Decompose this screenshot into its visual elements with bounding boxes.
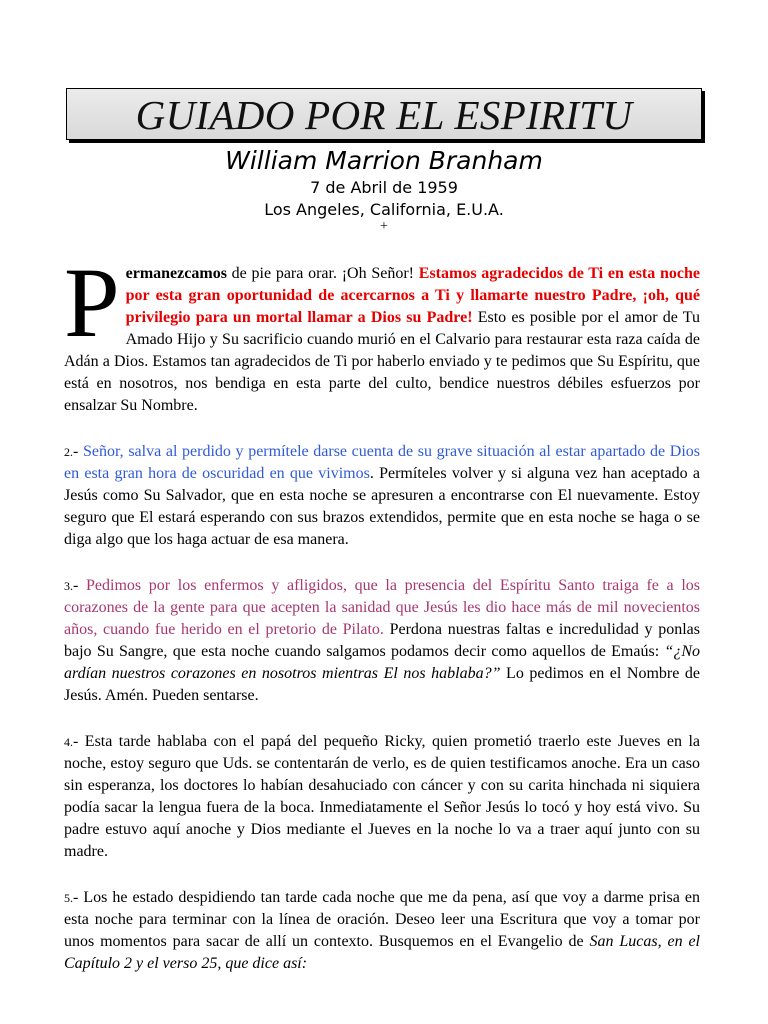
title-box <box>66 88 702 140</box>
author-name: William Marrion Branham <box>225 146 543 175</box>
paragraph-3 <box>64 575 700 707</box>
paragraph-number: 2. <box>64 445 73 459</box>
sermon-title: GUIADO POR EL ESPIRITU <box>135 92 633 138</box>
paragraph-number: 4. <box>64 735 73 749</box>
paragraph-text: . Permíteles volver y si alguna vez han aceptado a Jesús como Su Salvador, que en esta noche se apresuren a encontrarse con El nuevamente. Estoy seguro que El estará esperando con sus brazos extendidos, permite que en esta noche se haga o se diga algo que los haga actuar de esa manera. <box>64 465 701 548</box>
paragraph-4 <box>64 731 700 863</box>
highlighted-prayer: Pedimos por los enfermos y afligidos, que la presencia del Espíritu Santo traiga fe a los corazones de la gente para que acepten la sanidad que Jesús les dio hace más de mil novecientos años, cuando fue herido en el pretorio de Pilato. <box>64 577 700 638</box>
sermon-date: 7 de Abril de 1959 <box>310 178 458 197</box>
paragraph-number: 3. <box>64 579 73 593</box>
lead-word: ermanezcamos <box>125 265 227 282</box>
scripture-quote: “¿No ardían nuestros corazones en nosotros mientras El nos hablaba?” <box>64 643 700 682</box>
separator-cross: + <box>380 219 388 234</box>
sermon-place: Los Angeles, California, E.U.A. <box>264 200 504 219</box>
paragraph-dash: - <box>73 577 86 594</box>
paragraph-text: Lo pedimos en el Nombre de Jesús. Amén. Pueden sentarse. <box>64 665 701 704</box>
highlighted-prayer: Estamos agradecidos de Ti en esta noche por esta gran oportunidad de acercarnos a Ti y llamarte nuestro Padre, ¡oh, qué privilegio para un mortal llamar a Dios su Padre! <box>125 265 701 326</box>
drop-cap: P <box>64 247 120 358</box>
paragraph-dash: - <box>73 443 83 460</box>
paragraph-text: - Los he estado despidiendo tan tarde cada noche que me da pena, así que voy a darme prisa en esta noche para terminar con la línea de oración. Deseo leer una Escritura que voy a tomar por unos momentos para sacar de allí un contexto. Busquemos en el Evangelio de <box>64 889 700 950</box>
sermon-body <box>64 247 701 999</box>
paragraph-text: - Esta tarde hablaba con el papá del pequeño Ricky, quien prometió traerlo este Jueves en la noche, estoy seguro que Uds. se contentarán de verlo, es de quien testificamos anoche. Era un caso sin esperanza, los doctores lo habían desahuciado con cáncer y con su carita hinchada ni siquiera podía sacar la lengua fuera de la boca. Inmediatamente el Señor Jesús lo tocó y hoy está vivo. Su padre estuvo aquí anoche y Dios mediante el Jueves en la noche lo va a traer aquí junto con su madre. <box>64 733 700 860</box>
paragraph-5 <box>64 887 700 975</box>
paragraph-2 <box>64 441 700 551</box>
scripture-reference: San Lucas, en el Capítulo 2 y el verso 25, que dice así: <box>64 933 701 972</box>
paragraph-text: de pie para orar. ¡Oh Señor! <box>226 265 419 282</box>
paragraph-text: Perdona nuestras faltas e incredulidad y ponlas bajo Su Sangre, que esta noche cuando salgamos podamos decir como aquellos de Emaús: <box>64 621 700 660</box>
paragraph-text: Esto es posible por el amor de Tu Amado Hijo y Su sacrificio cuando murió en el Calvario para restaurar esta raza caída de Adán a Dios. Estamos tan agradecidos de Ti por haberlo enviado y te pedimos que Su Espíritu, que está en nosotros, nos bendiga en esta parte del culto, bendice nuestros débiles esfuerzos por ensalzar Su Nombre. <box>64 309 700 414</box>
paragraph-1 <box>64 247 701 417</box>
paragraph-number: 5. <box>64 891 73 905</box>
highlighted-prayer: Señor, salva al perdido y permítele darse cuenta de su grave situación al estar apartado de Dios en esta gran hora de oscuridad en que vivimos <box>64 443 701 482</box>
